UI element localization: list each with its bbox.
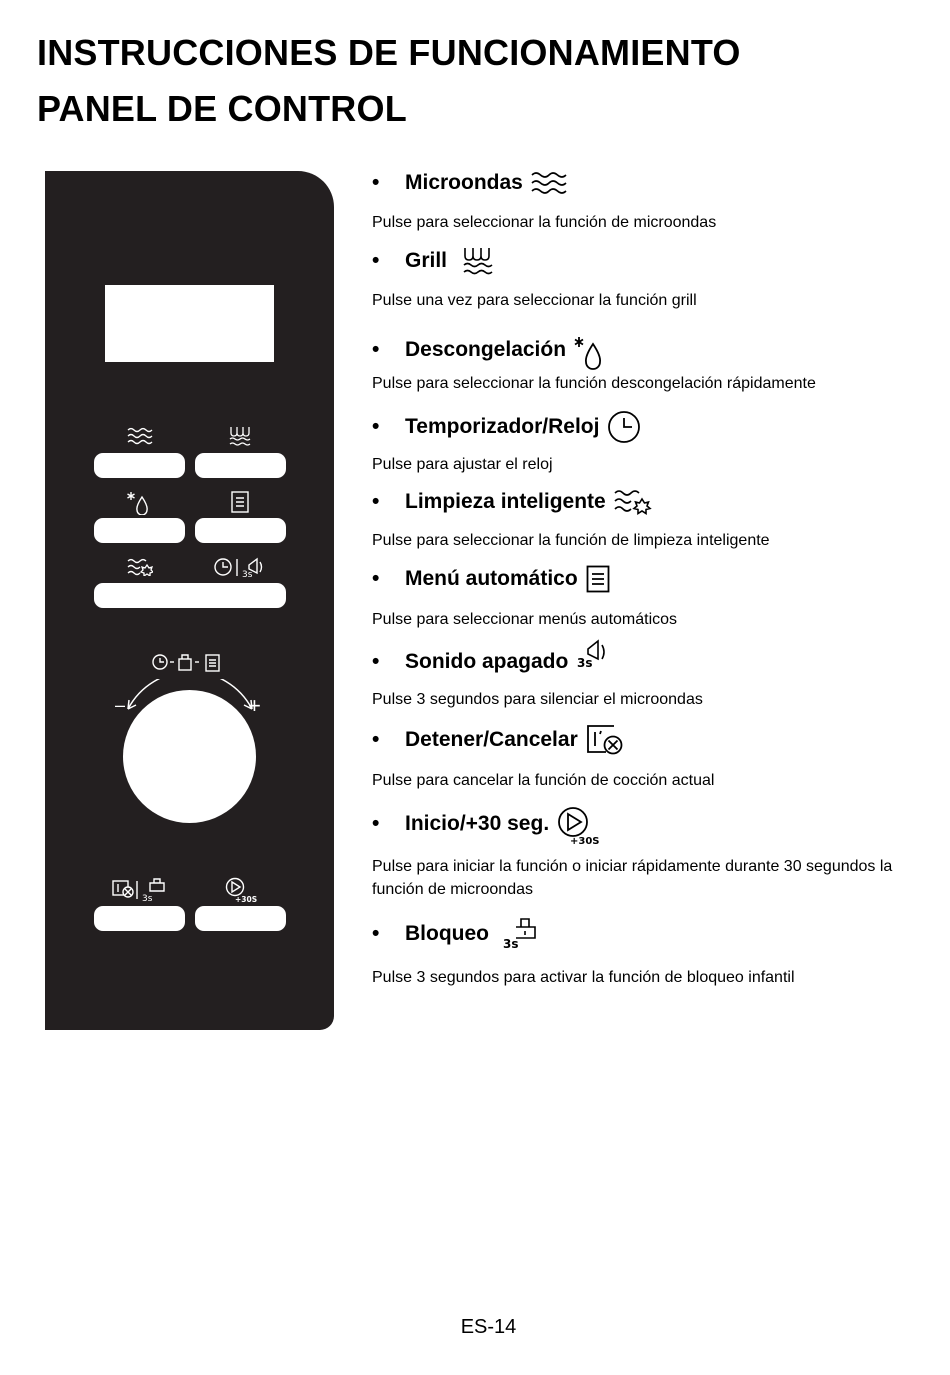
list-item: • Microondas	[372, 170, 567, 196]
svg-text:3s: 3s	[242, 570, 253, 578]
list-item: • Menú automático	[372, 565, 610, 593]
lock-icon	[503, 917, 539, 951]
knob-function-icons	[151, 651, 231, 673]
list-item: • Inicio/+30 seg. +30S	[372, 806, 599, 846]
item-description: Pulse para ajustar el reloj	[372, 456, 553, 473]
svg-text:3s: 3s	[503, 937, 519, 951]
item-label: Grill	[405, 249, 448, 272]
list-item: • Temporizador/Reloj	[372, 410, 641, 444]
start-icon	[225, 877, 259, 903]
item-label: Menú automático	[405, 567, 578, 590]
control-panel	[45, 171, 334, 1030]
svg-text:3s: 3s	[577, 656, 593, 670]
clock-sound-icon	[213, 556, 269, 578]
item-label: Inicio/+30 seg.	[405, 812, 550, 835]
item-description: Pulse 3 segundos para activar la función de bloqueo infantil	[372, 969, 795, 986]
microwave-icon	[531, 170, 567, 196]
item-label: Descongelación	[405, 338, 567, 361]
smart-clean-icon	[614, 488, 652, 516]
list-item: • Bloqueo 3s	[372, 917, 539, 951]
item-label: Sonido apagado	[405, 650, 569, 673]
svg-text:3s: 3s	[142, 894, 153, 903]
item-label: Detener/Cancelar	[405, 728, 578, 751]
grill-icon	[229, 426, 251, 446]
sound-off-icon	[576, 637, 610, 671]
page-footer	[0, 1316, 950, 1339]
item-description: Pulse para seleccionar menús automáticos	[372, 611, 678, 628]
stop-cancel-button[interactable]	[94, 906, 185, 931]
item-description: Pulse para seleccionar la función de microondas	[372, 214, 717, 231]
grill-button[interactable]	[195, 453, 286, 478]
defrost-button[interactable]	[94, 518, 185, 543]
auto-menu-icon	[231, 491, 249, 513]
knob-plus-label: +	[248, 693, 261, 718]
auto-menu-icon	[586, 565, 610, 593]
smart-clean-clock-button[interactable]	[94, 583, 286, 608]
stop-lock-icon	[112, 877, 168, 903]
item-label: Bloqueo	[405, 922, 489, 945]
knob-minus-label: –	[115, 695, 126, 715]
item-description: Pulse para seleccionar la función descongelación rápidamente	[372, 375, 816, 392]
list-item: • Descongelación	[372, 330, 604, 370]
smart-clean-icon	[127, 558, 153, 576]
microwave-button[interactable]	[94, 453, 185, 478]
control-knob[interactable]	[123, 690, 256, 823]
item-description: Pulse una vez para seleccionar la función grill	[372, 292, 697, 309]
grill-icon	[463, 247, 493, 275]
section-title: PANEL DE CONTROL	[37, 88, 407, 129]
svg-text:+30S: +30S	[235, 895, 258, 903]
start-icon	[557, 806, 599, 846]
auto-menu-button[interactable]	[195, 518, 286, 543]
svg-text:+30S: +30S	[570, 836, 600, 846]
list-item: • Limpieza inteligente	[372, 488, 652, 516]
stop-cancel-icon	[586, 724, 624, 756]
list-item: • Sonido apagado 3s	[372, 634, 610, 674]
item-description: Pulse para cancelar la función de cocción actual	[372, 772, 715, 789]
item-description: Pulse 3 segundos para silenciar el microondas	[372, 691, 703, 708]
clock-icon	[607, 410, 641, 444]
item-label: Microondas	[405, 171, 523, 194]
panel-display	[105, 285, 274, 362]
start-button[interactable]	[195, 906, 286, 931]
list-item: • Detener/Cancelar	[372, 724, 624, 756]
item-label: Limpieza inteligente	[405, 490, 606, 513]
page-number: ES-14	[460, 1316, 517, 1338]
page-title: INSTRUCCIONES DE FUNCIONAMIENTO	[37, 32, 741, 73]
item-description: Pulse para seleccionar la función de limpieza inteligente	[372, 532, 770, 549]
defrost-icon	[574, 336, 604, 370]
defrost-icon	[127, 491, 149, 515]
microwave-icon	[127, 427, 153, 445]
list-item: • Grill	[372, 247, 493, 275]
item-label: Temporizador/Reloj	[405, 415, 600, 438]
item-description: Pulse para iniciar la función o iniciar rápidamente durante 30 segundos la función de microondas	[372, 858, 893, 898]
